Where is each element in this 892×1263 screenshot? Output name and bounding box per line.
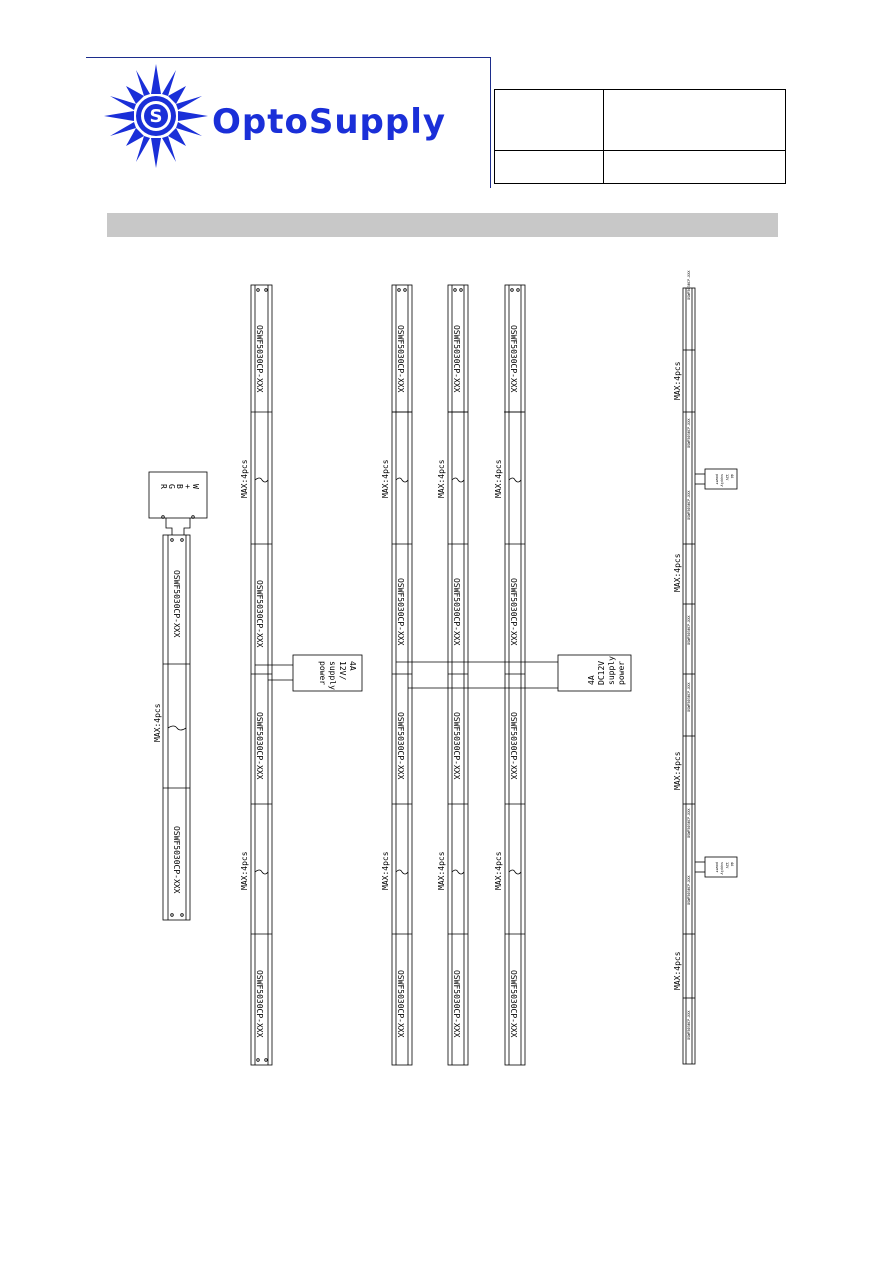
power-supply-line: power: [715, 474, 719, 485]
part-label: OSWF5030CP-XXX: [687, 1010, 691, 1040]
max-label: MAX:4pcs: [437, 851, 446, 890]
power-supply-line: 4A: [587, 675, 596, 685]
power-supply-line: supply: [720, 474, 724, 487]
power-supply-line: 12V: [725, 474, 729, 481]
controller-line: B: [175, 484, 184, 489]
part-label: OSWF5030CP-XXX: [172, 826, 181, 894]
part-label: OSWF5030CP-XXX: [255, 712, 264, 780]
power-supply-line: power: [617, 660, 626, 685]
power-supply-line: 4A: [730, 474, 734, 479]
part-label: OSWF5030CP-XXX: [255, 970, 264, 1038]
part-label: OSWF5030CP-XXX: [687, 808, 691, 838]
controller-line: W: [191, 484, 200, 489]
part-label: OSWF5030CP-XXX: [452, 325, 461, 393]
led-strip: [392, 285, 412, 1065]
max-label: MAX:4pcs: [153, 703, 162, 742]
power-supply-line: 4A: [730, 862, 734, 867]
part-label: OSWF5030CP-XXX: [687, 270, 691, 300]
power-supply-line: supply: [607, 656, 616, 685]
controller-line: +: [183, 484, 192, 489]
led-strip: [251, 285, 272, 1065]
part-label: OSWF5030CP-XXX: [255, 580, 264, 648]
part-label: OSWF5030CP-XXX: [452, 970, 461, 1038]
max-label: MAX:4pcs: [381, 851, 390, 890]
power-supply-line: 12V/: [338, 661, 347, 681]
part-label: OSWF5030CP-XXX: [396, 712, 405, 780]
led-strip: [448, 285, 468, 1065]
part-label: OSWF5030CP-XXX: [396, 970, 405, 1038]
part-label: OSWF5030CP-XXX: [687, 682, 691, 712]
power-supply-line: supply: [720, 862, 724, 875]
led-strip: [683, 288, 695, 1064]
strip-group-diagram: [392, 285, 631, 1065]
max-label: MAX:4pcs: [437, 459, 446, 498]
power-supply-line: power: [715, 862, 719, 873]
part-label: OSWF5030CP-XXX: [396, 325, 405, 393]
brand-name: OptoSupply: [212, 102, 447, 142]
part-label: OSWF5030CP-XXX: [509, 578, 518, 646]
max-label: MAX:4pcs: [673, 751, 682, 790]
controller-line: G: [167, 484, 176, 489]
max-label: MAX:4pcs: [494, 459, 503, 498]
part-label: OSWF5030CP-XXX: [509, 970, 518, 1038]
strip-rgb-diagram: [683, 288, 737, 1064]
max-label: MAX:4pcs: [240, 459, 249, 498]
part-label: OSWF5030CP-XXX: [687, 418, 691, 448]
part-label: OSWF5030CP-XXX: [396, 578, 405, 646]
power-supply-line: supply: [328, 661, 337, 690]
max-label: MAX:4pcs: [240, 851, 249, 890]
svg-text:S: S: [149, 106, 163, 127]
part-label: OSWF5030CP-XXX: [255, 325, 264, 393]
power-supply-line: power: [318, 661, 327, 686]
part-label: OSWF5030CP-XXX: [509, 712, 518, 780]
part-label: OSWF5030CP-XXX: [452, 578, 461, 646]
part-label: OSWF5030CP-XXX: [687, 615, 691, 645]
max-label: MAX:4pcs: [673, 361, 682, 400]
part-label: OSWF5030CP-XXX: [687, 490, 691, 520]
part-label: OSWF5030CP-XXX: [687, 875, 691, 905]
part-label: OSWF5030CP-XXX: [509, 325, 518, 393]
part-label: OSWF5030CP-XXX: [172, 570, 181, 638]
max-label: MAX:4pcs: [494, 851, 503, 890]
led-strip: [505, 285, 525, 1065]
max-label: MAX:4pcs: [381, 459, 390, 498]
part-label: OSWF5030CP-XXX: [452, 712, 461, 780]
power-supply-line: 12V: [725, 862, 729, 869]
power-supply-line: 4A: [348, 661, 357, 671]
max-label: MAX:4pcs: [673, 951, 682, 990]
controller-box: [149, 472, 207, 518]
max-label: MAX:4pcs: [673, 553, 682, 592]
power-supply-line: DC12V: [597, 660, 606, 685]
controller-line: R: [159, 484, 168, 489]
